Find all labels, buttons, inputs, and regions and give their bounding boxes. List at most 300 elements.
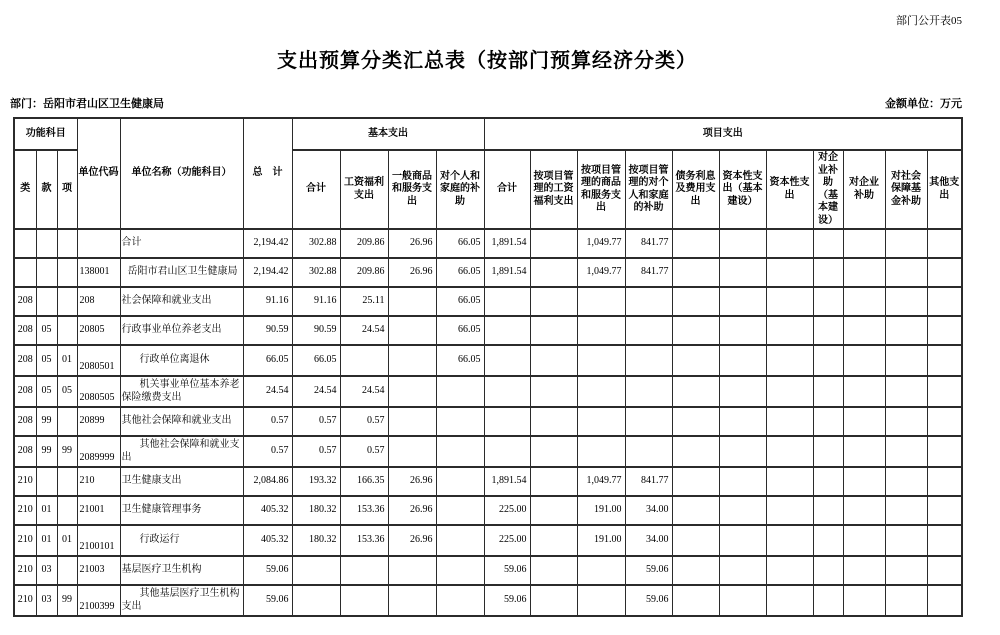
amount-cell (672, 467, 719, 496)
amount-cell: 1,049.77 (577, 467, 625, 496)
unit-name-cell: 社会保障和就业支出 (120, 287, 243, 316)
amount-cell (672, 376, 719, 407)
amount-unit-label: 金额单位：万元 (885, 98, 962, 110)
amount-cell (484, 407, 530, 436)
amount-cell (292, 556, 340, 585)
amount-cell (927, 407, 962, 436)
amount-cell (813, 407, 843, 436)
func-code-cell: 210 (14, 556, 36, 585)
func-code-cell (36, 287, 57, 316)
func-code-cell: 05 (36, 376, 57, 407)
amount-cell (885, 229, 927, 258)
amount-cell: 66.05 (436, 316, 484, 345)
amount-cell: 91.16 (292, 287, 340, 316)
header-project-enterprise-construction: 对企业补助（基本建设） (813, 150, 843, 229)
amount-cell (577, 376, 625, 407)
amount-cell: 153.36 (340, 525, 388, 556)
amount-cell (766, 316, 813, 345)
amount-cell (577, 436, 625, 467)
amount-cell: 91.16 (243, 287, 292, 316)
amount-cell (927, 376, 962, 407)
amount-cell: 24.54 (340, 376, 388, 407)
amount-cell (625, 407, 672, 436)
amount-cell: 841.77 (625, 229, 672, 258)
amount-cell (813, 436, 843, 467)
amount-cell: 59.06 (243, 585, 292, 616)
amount-cell (719, 229, 766, 258)
amount-cell (436, 496, 484, 525)
amount-cell (927, 556, 962, 585)
amount-cell (813, 316, 843, 345)
unit-name-cell: 行政单位离退休 (120, 345, 243, 376)
header-basic-total: 合计 (292, 150, 340, 229)
header-project-goods: 按项目管理的商品和服务支出 (577, 150, 625, 229)
unit-code-cell: 20805 (77, 316, 120, 345)
amount-cell: 841.77 (625, 258, 672, 287)
amount-cell (484, 436, 530, 467)
amount-cell (388, 407, 436, 436)
table-row (14, 345, 962, 376)
amount-cell (530, 496, 577, 525)
unit-code-cell: 21003 (77, 556, 120, 585)
amount-cell (766, 345, 813, 376)
func-code-cell: 208 (14, 436, 36, 467)
func-code-cell: 208 (14, 407, 36, 436)
amount-cell (672, 229, 719, 258)
func-code-cell: 210 (14, 585, 36, 616)
amount-cell: 25.11 (340, 287, 388, 316)
amount-cell: 405.32 (243, 525, 292, 556)
amount-cell (625, 287, 672, 316)
header-unit-name: 单位名称（功能科目） (120, 118, 243, 229)
amount-cell (719, 345, 766, 376)
amount-cell: 59.06 (625, 585, 672, 616)
amount-cell: 34.00 (625, 496, 672, 525)
amount-cell (436, 585, 484, 616)
amount-cell: 66.05 (243, 345, 292, 376)
amount-cell: 193.32 (292, 467, 340, 496)
amount-cell: 26.96 (388, 496, 436, 525)
func-code-cell (57, 287, 77, 316)
amount-cell: 166.35 (340, 467, 388, 496)
amount-cell (843, 287, 885, 316)
unit-code-cell: 2089999 (77, 436, 120, 467)
func-code-cell (57, 229, 77, 258)
amount-cell (530, 258, 577, 287)
amount-cell (885, 525, 927, 556)
amount-cell (719, 258, 766, 287)
amount-cell (885, 407, 927, 436)
amount-cell (843, 585, 885, 616)
amount-cell: 59.06 (484, 556, 530, 585)
func-code-cell: 05 (57, 376, 77, 407)
amount-cell (813, 287, 843, 316)
unit-name-cell: 合计 (120, 229, 243, 258)
amount-cell (927, 467, 962, 496)
unit-name-cell: 行政事业单位养老支出 (120, 316, 243, 345)
unit-code-cell: 2080505 (77, 376, 120, 407)
amount-cell (577, 345, 625, 376)
amount-cell: 66.05 (436, 345, 484, 376)
func-code-cell: 210 (14, 467, 36, 496)
amount-cell: 26.96 (388, 258, 436, 287)
amount-cell (436, 407, 484, 436)
amount-cell (766, 258, 813, 287)
amount-cell (813, 258, 843, 287)
header-basic-personal: 对个人和家庭的补助 (436, 150, 484, 229)
header-grand-total: 总 计 (243, 118, 292, 229)
header-project-enterprise: 对企业补助 (843, 150, 885, 229)
amount-cell: 24.54 (292, 376, 340, 407)
amount-cell (813, 376, 843, 407)
amount-cell: 66.05 (292, 345, 340, 376)
unit-name-cell: 卫生健康管理事务 (120, 496, 243, 525)
func-code-cell: 208 (14, 316, 36, 345)
func-code-cell: 05 (36, 345, 57, 376)
amount-cell (530, 436, 577, 467)
amount-cell: 26.96 (388, 229, 436, 258)
unit-code-cell: 2100399 (77, 585, 120, 616)
amount-cell (885, 316, 927, 345)
amount-cell (672, 585, 719, 616)
amount-cell: 1,049.77 (577, 229, 625, 258)
func-code-cell (57, 316, 77, 345)
header-unit-code: 单位代码 (77, 118, 120, 229)
amount-cell: 405.32 (243, 496, 292, 525)
amount-cell (672, 496, 719, 525)
amount-cell: 59.06 (484, 585, 530, 616)
amount-cell (625, 316, 672, 345)
amount-cell (484, 316, 530, 345)
amount-cell (388, 287, 436, 316)
amount-cell: 2,084.86 (243, 467, 292, 496)
table-row (14, 525, 962, 556)
amount-cell (813, 585, 843, 616)
table-row (14, 436, 962, 467)
table-row (14, 229, 962, 258)
amount-cell: 302.88 (292, 229, 340, 258)
amount-cell: 153.36 (340, 496, 388, 525)
budget-table (13, 117, 963, 617)
amount-cell: 841.77 (625, 467, 672, 496)
amount-cell (719, 525, 766, 556)
unit-code-cell: 2080501 (77, 345, 120, 376)
table-row (14, 376, 962, 407)
amount-cell (530, 316, 577, 345)
amount-cell (766, 229, 813, 258)
unit-code-cell: 21001 (77, 496, 120, 525)
amount-cell (843, 556, 885, 585)
amount-cell (813, 496, 843, 525)
unit-code-cell: 20899 (77, 407, 120, 436)
unit-code-cell: 138001 (77, 258, 120, 287)
header-func-kuan: 款 (36, 150, 57, 229)
amount-cell: 225.00 (484, 496, 530, 525)
amount-cell (813, 556, 843, 585)
amount-cell (340, 345, 388, 376)
amount-cell: 0.57 (340, 407, 388, 436)
table-body (14, 229, 962, 616)
amount-cell: 209.86 (340, 258, 388, 287)
table-row (14, 585, 962, 616)
amount-cell (766, 376, 813, 407)
amount-cell: 302.88 (292, 258, 340, 287)
amount-cell: 1,049.77 (577, 258, 625, 287)
header-project-total: 合计 (484, 150, 530, 229)
amount-cell (530, 585, 577, 616)
amount-cell (927, 316, 962, 345)
amount-cell (813, 229, 843, 258)
amount-cell (885, 436, 927, 467)
header-project-debt: 债务利息及费用支出 (672, 150, 719, 229)
amount-cell: 66.05 (436, 287, 484, 316)
amount-cell: 225.00 (484, 525, 530, 556)
page-title: 支出预算分类汇总表（按部门预算经济分类） (277, 50, 697, 72)
amount-cell (672, 316, 719, 345)
amount-cell (672, 525, 719, 556)
amount-cell: 209.86 (340, 229, 388, 258)
table-row (14, 407, 962, 436)
amount-cell (388, 585, 436, 616)
unit-name-cell: 其他社会保障和就业支出 (120, 436, 243, 467)
unit-name-cell: 其他社会保障和就业支出 (120, 407, 243, 436)
amount-cell: 180.32 (292, 525, 340, 556)
amount-cell (672, 258, 719, 287)
amount-cell (719, 496, 766, 525)
func-code-cell: 01 (36, 496, 57, 525)
amount-cell (672, 345, 719, 376)
amount-cell (843, 229, 885, 258)
amount-cell (719, 316, 766, 345)
func-code-cell: 05 (36, 316, 57, 345)
amount-cell: 0.57 (292, 407, 340, 436)
amount-cell (766, 467, 813, 496)
department-label: 部门：岳阳市君山区卫生健康局 (10, 98, 164, 110)
func-code-cell (14, 229, 36, 258)
amount-cell (843, 467, 885, 496)
amount-cell (388, 345, 436, 376)
amount-cell (625, 345, 672, 376)
func-code-cell (57, 496, 77, 525)
header-project-other: 其他支出 (927, 150, 962, 229)
amount-cell: 59.06 (625, 556, 672, 585)
amount-cell (340, 585, 388, 616)
amount-cell (719, 556, 766, 585)
amount-cell (843, 525, 885, 556)
func-code-cell: 99 (36, 436, 57, 467)
amount-cell (719, 467, 766, 496)
amount-cell (388, 316, 436, 345)
amount-cell (530, 467, 577, 496)
header-project-group: 项目支出 (484, 118, 962, 150)
meta-row (10, 95, 962, 111)
amount-cell (388, 376, 436, 407)
func-code-cell: 99 (57, 585, 77, 616)
amount-cell: 180.32 (292, 496, 340, 525)
amount-cell: 24.54 (340, 316, 388, 345)
amount-cell (927, 287, 962, 316)
func-code-cell: 01 (36, 525, 57, 556)
func-code-cell (57, 467, 77, 496)
amount-cell (843, 258, 885, 287)
func-code-cell: 210 (14, 525, 36, 556)
amount-cell: 2,194.42 (243, 229, 292, 258)
func-code-cell (36, 467, 57, 496)
amount-cell (766, 556, 813, 585)
amount-cell: 66.05 (436, 258, 484, 287)
amount-cell (340, 556, 388, 585)
func-code-cell: 03 (36, 556, 57, 585)
table-row (14, 496, 962, 525)
amount-cell (927, 525, 962, 556)
amount-cell (719, 436, 766, 467)
amount-cell (843, 316, 885, 345)
func-code-cell: 208 (14, 376, 36, 407)
amount-cell (813, 345, 843, 376)
amount-cell (577, 287, 625, 316)
amount-cell (885, 585, 927, 616)
amount-cell (843, 345, 885, 376)
header-basic-group: 基本支出 (292, 118, 484, 150)
amount-cell (530, 376, 577, 407)
amount-cell (885, 287, 927, 316)
amount-cell (436, 556, 484, 585)
header-basic-goods: 一般商品和服务支出 (388, 150, 436, 229)
amount-cell (436, 525, 484, 556)
amount-cell (530, 525, 577, 556)
amount-cell (885, 496, 927, 525)
header-project-capital: 资本性支出 (766, 150, 813, 229)
unit-code-cell: 210 (77, 467, 120, 496)
unit-name-cell: 卫生健康支出 (120, 467, 243, 496)
header-basic-wage: 工资福利支出 (340, 150, 388, 229)
unit-code-cell (77, 229, 120, 258)
amount-cell (436, 376, 484, 407)
table-row (14, 258, 962, 287)
amount-cell: 26.96 (388, 525, 436, 556)
amount-cell (885, 467, 927, 496)
table-row (14, 467, 962, 496)
amount-cell (766, 585, 813, 616)
amount-cell (530, 287, 577, 316)
amount-cell (719, 407, 766, 436)
amount-cell (719, 376, 766, 407)
amount-cell: 26.96 (388, 467, 436, 496)
amount-cell (885, 376, 927, 407)
amount-cell (530, 407, 577, 436)
unit-code-cell: 208 (77, 287, 120, 316)
unit-name-cell: 其他基层医疗卫生机构支出 (120, 585, 243, 616)
amount-cell (927, 496, 962, 525)
amount-cell (843, 407, 885, 436)
table-row (14, 556, 962, 585)
func-code-cell: 99 (36, 407, 57, 436)
amount-cell (813, 525, 843, 556)
unit-code-cell: 2100101 (77, 525, 120, 556)
amount-cell (766, 496, 813, 525)
amount-cell (843, 376, 885, 407)
table-header (14, 118, 962, 229)
amount-cell (766, 436, 813, 467)
amount-cell: 0.57 (243, 436, 292, 467)
amount-cell: 90.59 (243, 316, 292, 345)
amount-cell: 66.05 (436, 229, 484, 258)
func-code-cell: 208 (14, 287, 36, 316)
amount-cell (927, 585, 962, 616)
amount-cell (843, 496, 885, 525)
func-code-cell: 208 (14, 345, 36, 376)
amount-cell (885, 345, 927, 376)
table-row (14, 316, 962, 345)
func-code-cell (57, 258, 77, 287)
header-func-group: 功能科目 (14, 118, 77, 150)
unit-name-cell: 基层医疗卫生机构 (120, 556, 243, 585)
func-code-cell (14, 258, 36, 287)
amount-cell (577, 585, 625, 616)
amount-cell: 0.57 (243, 407, 292, 436)
amount-cell (436, 436, 484, 467)
amount-cell (813, 467, 843, 496)
amount-cell (927, 258, 962, 287)
func-code-cell (36, 258, 57, 287)
amount-cell (530, 229, 577, 258)
header-project-personal: 按项目管理的对个人和家庭的补助 (625, 150, 672, 229)
amount-cell: 1,891.54 (484, 467, 530, 496)
amount-cell: 1,891.54 (484, 229, 530, 258)
amount-cell (672, 287, 719, 316)
amount-cell (885, 258, 927, 287)
amount-cell (672, 436, 719, 467)
amount-cell (292, 585, 340, 616)
unit-name-cell: 岳阳市君山区卫生健康局 (120, 258, 243, 287)
func-code-cell (57, 556, 77, 585)
amount-cell (672, 407, 719, 436)
amount-cell (927, 345, 962, 376)
amount-cell (577, 556, 625, 585)
amount-cell: 24.54 (243, 376, 292, 407)
amount-cell (672, 556, 719, 585)
amount-cell (484, 376, 530, 407)
amount-cell: 191.00 (577, 496, 625, 525)
amount-cell (927, 229, 962, 258)
unit-name-cell: 机关事业单位基本养老保险缴费支出 (120, 376, 243, 407)
amount-cell: 0.57 (340, 436, 388, 467)
func-code-cell (36, 229, 57, 258)
amount-cell (436, 467, 484, 496)
amount-cell (388, 436, 436, 467)
amount-cell (577, 316, 625, 345)
func-code-cell: 03 (36, 585, 57, 616)
amount-cell (577, 407, 625, 436)
amount-cell: 2,194.42 (243, 258, 292, 287)
amount-cell (484, 345, 530, 376)
amount-cell (766, 525, 813, 556)
amount-cell (766, 287, 813, 316)
amount-cell (625, 436, 672, 467)
amount-cell: 1,891.54 (484, 258, 530, 287)
amount-cell (388, 556, 436, 585)
unit-name-cell: 行政运行 (120, 525, 243, 556)
amount-cell: 191.00 (577, 525, 625, 556)
amount-cell: 59.06 (243, 556, 292, 585)
amount-cell (530, 345, 577, 376)
func-code-cell: 99 (57, 436, 77, 467)
amount-cell: 34.00 (625, 525, 672, 556)
table-row (14, 287, 962, 316)
func-code-cell: 01 (57, 525, 77, 556)
amount-cell (530, 556, 577, 585)
func-code-cell (57, 407, 77, 436)
